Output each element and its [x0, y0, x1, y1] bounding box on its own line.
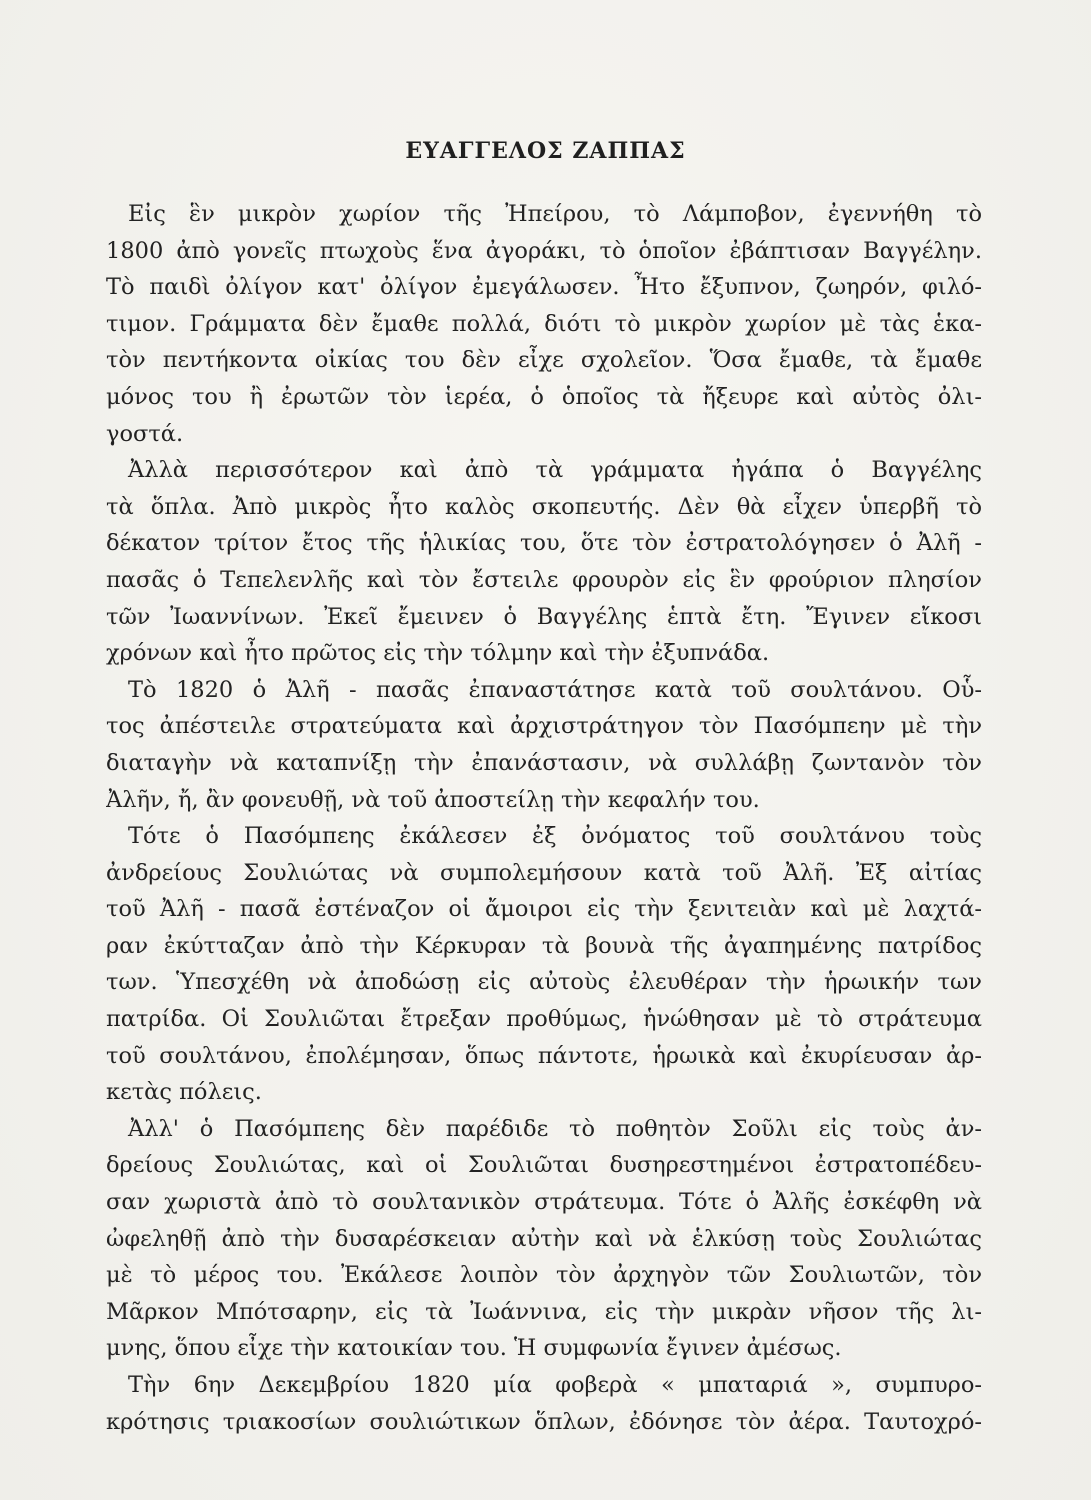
text-line: 1800 ἀπὸ γονεῖς πτωχοὺς ἕνα ἀγοράκι, τὸ ὁποῖον ἐβάπτισαν Βαγγέλην.: [106, 237, 982, 264]
text-line: Τὴν 6ην Δεκεμβρίου 1820 μία φοβερὰ « μπαταριά », συμπυρο-: [128, 1372, 982, 1398]
text-line: γοστά.: [106, 420, 184, 447]
text-line: Ἀλῆν, ἤ, ἂν φονευθῇ, νὰ τοῦ ἀποστείλῃ τὴν κεφαλήν του.: [106, 786, 760, 813]
text-line: ραν ἐκύτταζαν ἀπὸ τὴν Κέρκυραν τὰ βουνὰ τῆς ἀγαπημένης πατρίδος: [106, 932, 982, 959]
text-line: τιμον. Γράμματα δὲν ἔμαθε πολλά, διότι τὸ μικρὸν χωρίον μὲ τὰς ἑκα-: [106, 310, 982, 337]
text-line: μόνος του ἢ ἐρωτῶν τὸν ἱερέα, ὁ ὁποῖος τὰ ἤξευρε καὶ αὐτὸς ὀλι-: [106, 383, 982, 410]
text-line: Ἀλλ' ὁ Πασόμπεης δὲν παρέδιδε τὸ ποθητὸν Σοῦλι εἰς τοὺς ἀν-: [128, 1115, 982, 1142]
body-text: [106, 196, 982, 1440]
text-line: τοῦ σουλτάνου, ἐπολέμησαν, ὅπως πάντοτε, ἡρωικὰ καὶ ἐκυρίευσαν ἀρ-: [106, 1042, 982, 1069]
text-line: κετὰς πόλεις.: [106, 1079, 262, 1106]
text-line: Μᾶρκον Μπότσαρην, εἰς τὰ Ἰωάννινα, εἰς τὴν μικρὰν νῆσον τῆς λι-: [106, 1298, 982, 1325]
text-line: διαταγὴν νὰ καταπνίξῃ τὴν ἐπανάστασιν, νὰ συλλάβῃ ζωντανὸν τὸν: [106, 749, 982, 776]
text-line: Τὸ 1820 ὁ Ἀλῆ - πασᾶς ἐπαναστάτησε κατὰ τοῦ σουλτάνου. Οὗ-: [128, 676, 982, 703]
text-line: τὰ ὅπλα. Ἀπὸ μικρὸς ἦτο καλὸς σκοπευτής. Δὲν θὰ εἶχεν ὑπερβῆ τὸ: [106, 493, 982, 520]
text-line: κρότησις τριακοσίων σουλιώτικων ὅπλων, ἐδόνησε τὸν ἀέρα. Ταυτοχρό-: [106, 1408, 982, 1435]
text-line: σαν χωριστὰ ἀπὸ τὸ σουλτανικὸν στράτευμα. Τότε ὁ Ἀλῆς ἐσκέφθη νὰ: [106, 1189, 982, 1216]
text-line: πασᾶς ὁ Τεπελενλῆς καὶ τὸν ἔστειλε φρουρὸν εἰς ἓν φρούριον πλησίον: [106, 566, 982, 593]
text-line: πατρίδα. Οἱ Σουλιῶται ἔτρεξαν προθύμως, ἡνώθησαν μὲ τὸ στράτευμα: [106, 1006, 982, 1033]
text-line: ὠφεληθῇ ἀπὸ τὴν δυσαρέσκειαν αὐτὴν καὶ νὰ ἑλκύσῃ τοὺς Σουλιώτας: [106, 1225, 982, 1252]
text-line: Ἀλλὰ περισσότερον καὶ ἀπὸ τὰ γράμματα ἠγάπα ὁ Βαγγέλης: [128, 457, 982, 484]
text-line: Τὸ παιδὶ ὀλίγον κατ' ὀλίγον ἐμεγάλωσεν. Ἦτο ἔξυπνον, ζωηρόν, φιλό-: [106, 274, 982, 301]
text-line: τος ἀπέστειλε στρατεύματα καὶ ἀρχιστράτηγον τὸν Πασόμπεην μὲ τὴν: [106, 713, 982, 740]
text-line: δρείους Σουλιώτας, καὶ οἱ Σουλιῶται δυσηρεστημένοι ἐστρατοπέδευ-: [106, 1152, 982, 1179]
page-title: ΕΥΑΓΓΕΛΟΣ ΖΑΠΠΑΣ: [405, 138, 686, 164]
text-line: μνης, ὅπου εἶχε τὴν κατοικίαν του. Ἡ συμφωνία ἔγινεν ἀμέσως.: [106, 1335, 842, 1362]
text-line: χρόνων καὶ ἦτο πρῶτος εἰς τὴν τόλμην καὶ τὴν ἐξυπνάδα.: [106, 640, 770, 667]
text-line: Τότε ὁ Πασόμπεης ἐκάλεσεν ἐξ ὀνόματος τοῦ σουλτάνου τοὺς: [128, 823, 982, 850]
text-line: μὲ τὸ μέρος του. Ἐκάλεσε λοιπὸν τὸν ἀρχηγὸν τῶν Σουλιωτῶν, τὸν: [106, 1262, 982, 1289]
text-line: τοῦ Ἀλῆ - πασᾶ ἐστέναζον οἱ ἄμοιροι εἰς τὴν ξενιτειὰν καὶ μὲ λαχτά-: [106, 896, 982, 923]
text-line: δέκατον τρίτον ἔτος τῆς ἡλικίας του, ὅτε τὸν ἐστρατολόγησεν ὁ Ἀλῆ -: [106, 530, 982, 557]
text-line: ἀνδρείους Σουλιώτας νὰ συμπολεμήσουν κατὰ τοῦ Ἀλῆ. Ἐξ αἰτίας: [106, 859, 982, 886]
text-line: τῶν Ἰωαννίνων. Ἐκεῖ ἔμεινεν ὁ Βαγγέλης ἑπτὰ ἔτη. Ἔγινεν εἴκοσι: [106, 603, 982, 630]
text-line: Εἰς ἓν μικρὸν χωρίον τῆς Ἠπείρου, τὸ Λάμποβον, ἐγεννήθη τὸ: [128, 201, 982, 227]
text-line: τὸν πεντήκοντα οἰκίας του δὲν εἶχε σχολεῖον. Ὅσα ἔμαθε, τὰ ἔμαθε: [106, 347, 982, 374]
text-line: των. Ὑπεσχέθη νὰ ἀποδώσῃ εἰς αὐτοὺς ἐλευθέραν τὴν ἡρωικήν των: [106, 969, 982, 996]
